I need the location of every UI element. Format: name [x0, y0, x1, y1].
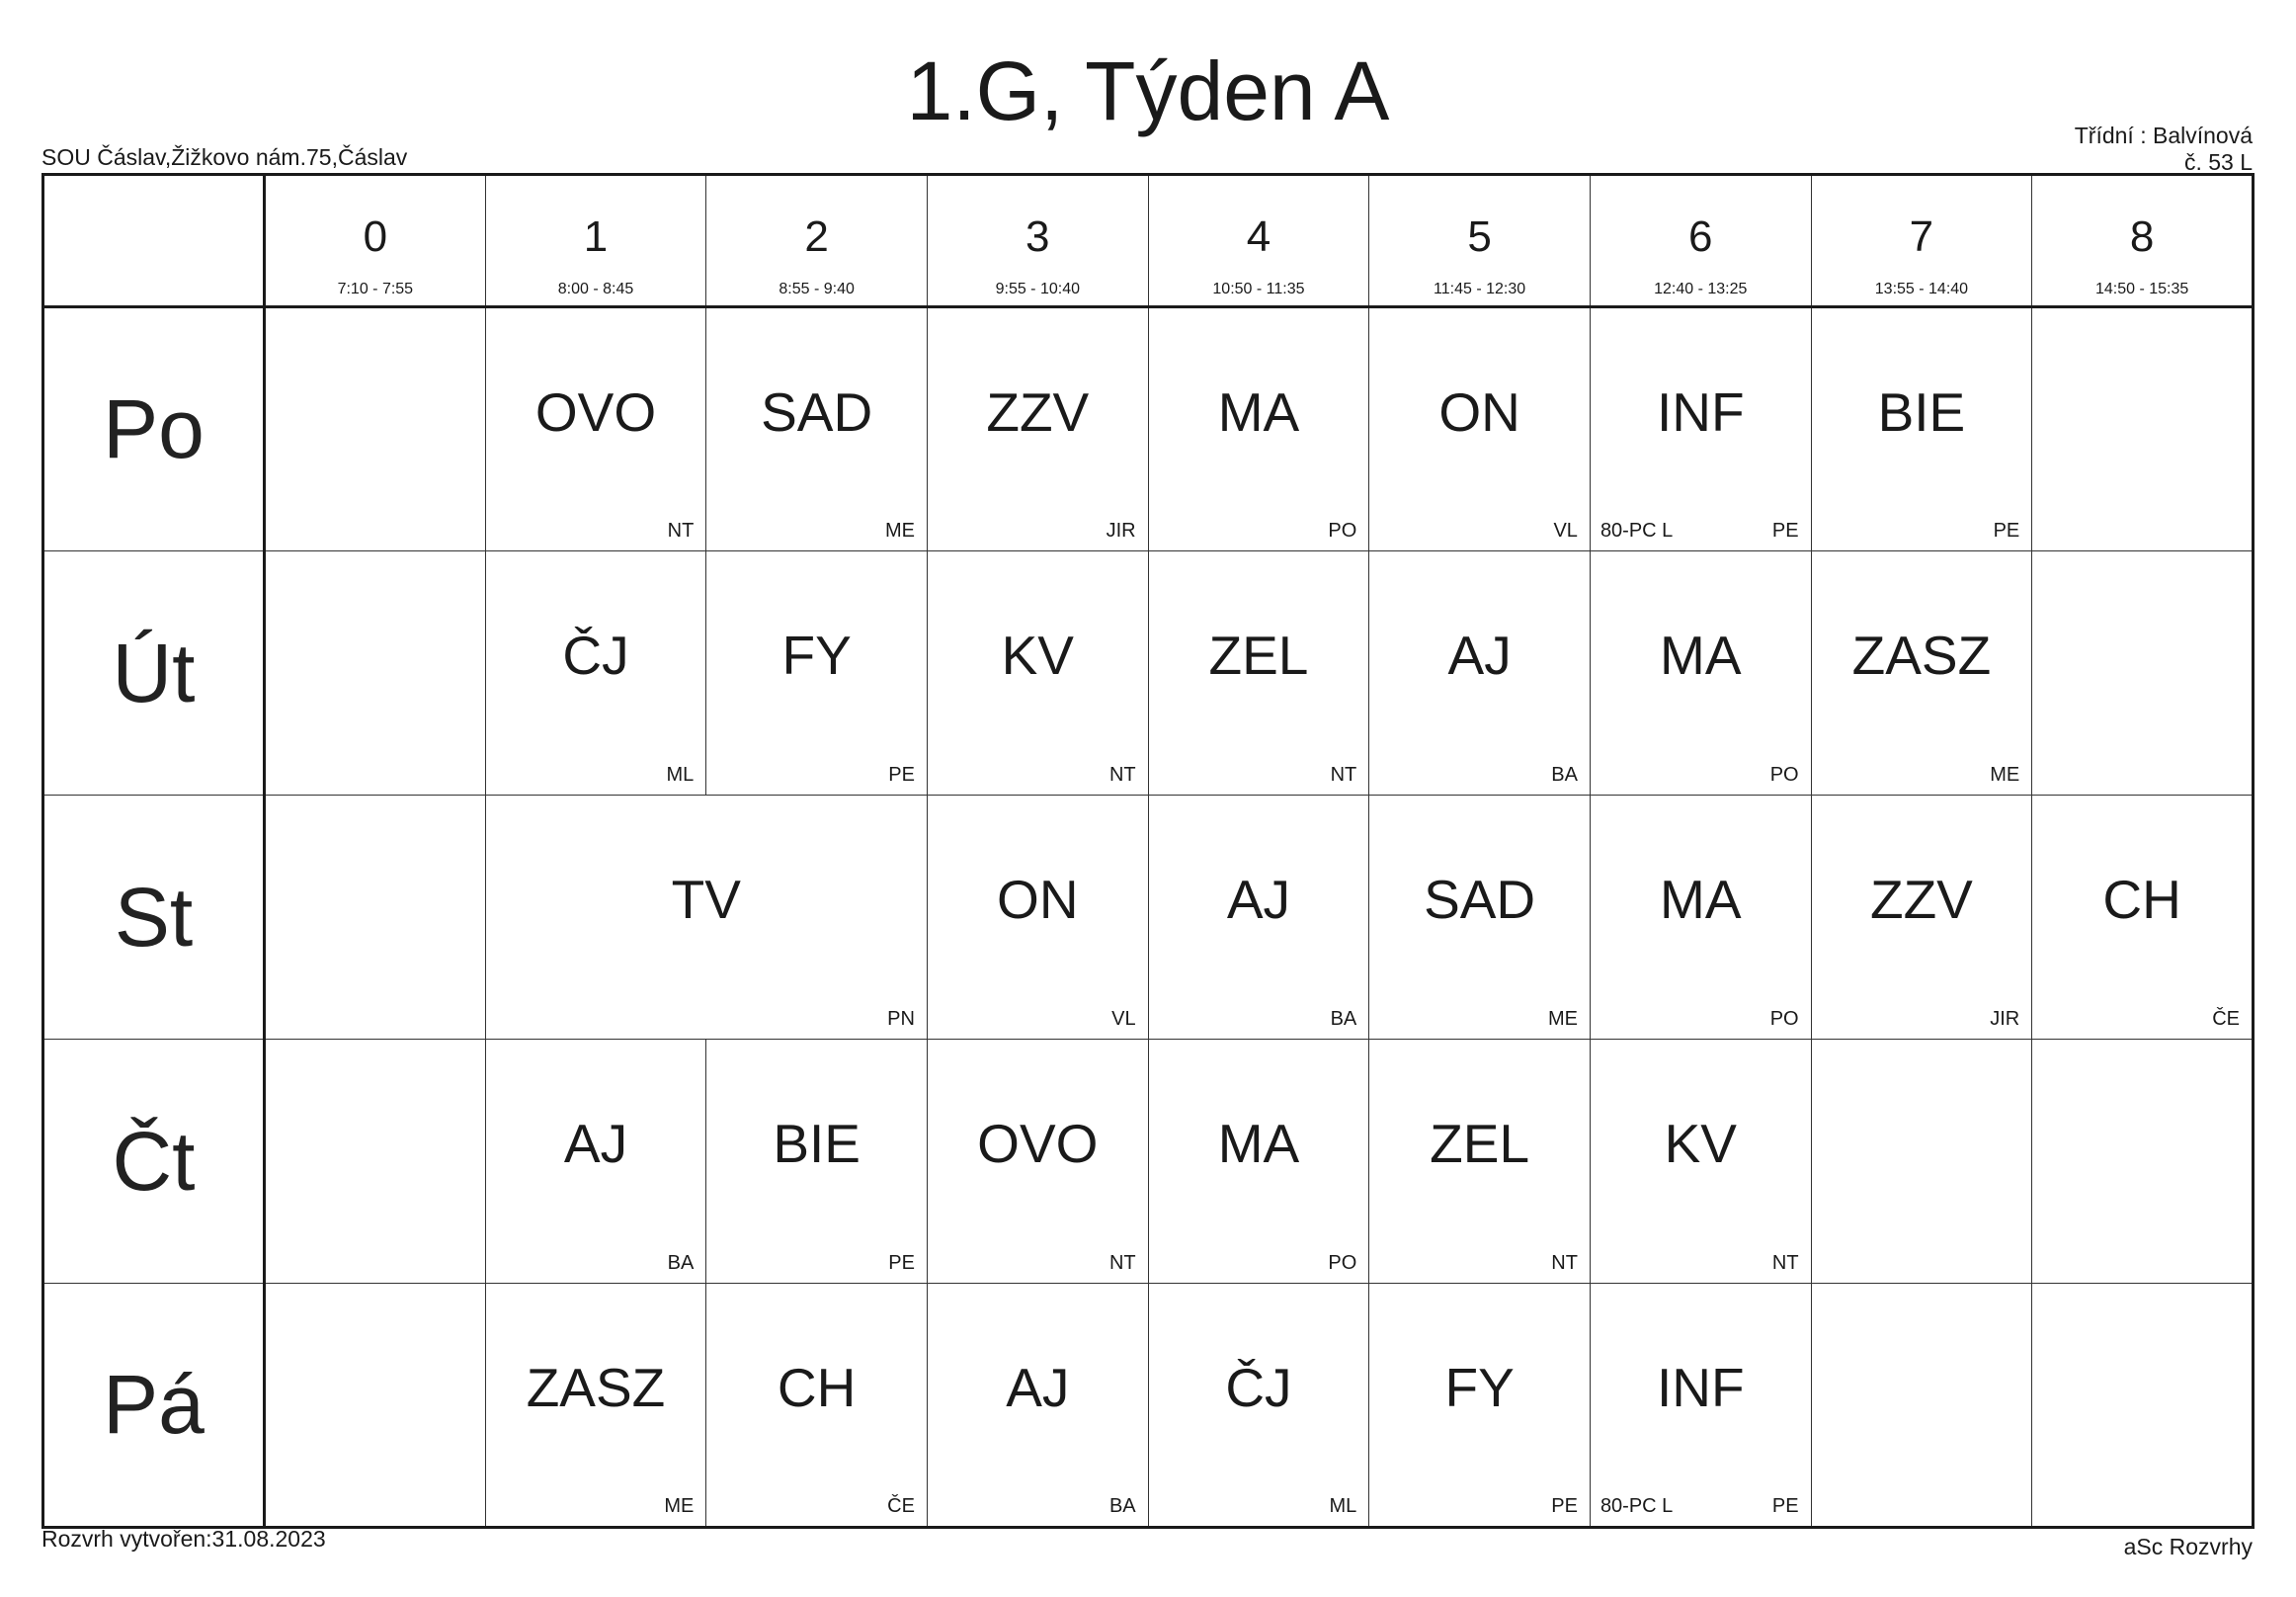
lesson-cell — [1148, 796, 1369, 1040]
day-row — [43, 551, 2254, 796]
lesson-subject: AJ — [1447, 625, 1512, 686]
lesson-subject: ZEL — [1430, 1113, 1530, 1174]
lesson-subject: MA — [1217, 381, 1300, 443]
period-time: 9:55 - 10:40 — [995, 281, 1080, 297]
lesson-subject: AJ — [1226, 869, 1291, 930]
period-number: 5 — [1467, 212, 1492, 261]
lesson-subject: MA — [1660, 625, 1742, 686]
created-date: Rozvrh vytvořen:31.08.2023 — [41, 1526, 326, 1552]
empty-cell — [265, 307, 486, 551]
lesson-cell — [1590, 1040, 1811, 1284]
period-number: 0 — [363, 212, 388, 261]
lesson-teacher: ME — [1547, 1008, 1578, 1030]
lesson-cell — [1590, 551, 1811, 796]
day-label-cell — [43, 1284, 265, 1528]
period-time: 7:10 - 7:55 — [337, 281, 414, 297]
lesson-subject: KV — [1001, 625, 1074, 686]
lesson-subject: SAD — [761, 381, 873, 443]
period-time: 8:55 - 9:40 — [779, 281, 855, 297]
lesson-subject: ČJ — [1225, 1357, 1292, 1418]
period-time: 8:00 - 8:45 — [557, 281, 634, 297]
lesson-subject: MA — [1660, 869, 1742, 930]
lesson-teacher: BA — [1330, 1008, 1357, 1030]
lesson-teacher: PN — [887, 1008, 915, 1030]
lesson-teacher: PO — [1769, 1008, 1799, 1030]
lesson-subject: BIE — [1877, 381, 1966, 443]
day-name: Pá — [103, 1358, 205, 1451]
lesson-subject: CH — [2102, 869, 2181, 930]
lesson-teacher: VL — [1553, 520, 1578, 542]
lesson-teacher: NT — [1771, 1252, 1799, 1274]
lesson-cell — [485, 551, 706, 796]
lesson-cell — [1811, 551, 2032, 796]
period-header-7 — [1811, 175, 2032, 307]
lesson-teacher: PE — [1771, 520, 1799, 542]
lesson-teacher: BA — [667, 1252, 695, 1274]
period-header-8 — [2032, 175, 2254, 307]
period-header-5 — [1369, 175, 1591, 307]
home-room: č. 53 L — [2183, 149, 2253, 175]
period-time: 10:50 - 11:35 — [1212, 281, 1305, 297]
lesson-teacher: NT — [1108, 1252, 1136, 1274]
lesson-teacher: PE — [888, 1252, 915, 1274]
day-name: Po — [103, 382, 205, 475]
lesson-cell — [485, 1040, 706, 1284]
lesson-teacher: BA — [1108, 1495, 1136, 1517]
lesson-cell — [927, 551, 1148, 796]
lesson-teacher: PO — [1769, 764, 1799, 786]
lesson-room: 80-PC L — [1599, 1495, 1674, 1517]
lesson-cell — [1369, 796, 1591, 1040]
day-name: Čt — [112, 1114, 196, 1208]
day-name: St — [114, 870, 194, 964]
period-header-0 — [265, 175, 486, 307]
period-header-2 — [706, 175, 928, 307]
lesson-teacher: NT — [667, 520, 695, 542]
lesson-cell — [927, 1040, 1148, 1284]
lesson-cell — [1811, 796, 2032, 1040]
lesson-teacher: ME — [884, 520, 915, 542]
empty-cell — [2032, 307, 2254, 551]
period-time: 13:55 - 14:40 — [1874, 281, 1969, 297]
lesson-subject: KV — [1664, 1113, 1737, 1174]
lesson-cell — [1148, 1040, 1369, 1284]
lesson-cell — [485, 307, 706, 551]
lesson-teacher: VL — [1111, 1008, 1136, 1030]
period-number: 8 — [2129, 212, 2155, 261]
lesson-cell — [927, 796, 1148, 1040]
lesson-subject: ZZV — [1869, 869, 1973, 930]
lesson-teacher: PE — [1993, 520, 2020, 542]
day-row — [43, 307, 2254, 551]
timetable — [41, 173, 2255, 1529]
lesson-cell — [706, 551, 928, 796]
lesson-teacher: PO — [1328, 1252, 1357, 1274]
lesson-cell — [706, 307, 928, 551]
day-row — [43, 796, 2254, 1040]
lesson-teacher: PO — [1328, 520, 1357, 542]
lesson-cell — [1148, 551, 1369, 796]
lesson-subject: FY — [781, 625, 852, 686]
day-label-cell — [43, 307, 265, 551]
lesson-teacher: PE — [1771, 1495, 1799, 1517]
lesson-teacher: NT — [1551, 1252, 1578, 1274]
lesson-cell — [1148, 307, 1369, 551]
period-number: 7 — [1909, 212, 1934, 261]
day-row — [43, 1040, 2254, 1284]
lesson-cell — [706, 1284, 928, 1528]
day-label-cell — [43, 1040, 265, 1284]
lesson-subject: TV — [671, 869, 741, 930]
day-label-cell — [43, 551, 265, 796]
period-number: 3 — [1025, 212, 1050, 261]
period-time: 11:45 - 12:30 — [1434, 281, 1526, 297]
period-number: 4 — [1246, 212, 1271, 261]
lesson-cell — [485, 1284, 706, 1528]
lesson-subject: OVO — [977, 1113, 1099, 1174]
empty-cell — [265, 1284, 486, 1528]
lesson-subject: INF — [1656, 381, 1745, 443]
lesson-subject: MA — [1217, 1113, 1300, 1174]
lesson-teacher: PE — [1551, 1495, 1578, 1517]
empty-cell — [265, 796, 486, 1040]
empty-cell — [265, 1040, 486, 1284]
empty-cell — [2032, 1040, 2254, 1284]
header-corner-cell — [43, 175, 265, 307]
lesson-cell — [1369, 1284, 1591, 1528]
period-time: 14:50 - 15:35 — [2094, 281, 2189, 297]
lesson-cell — [1811, 307, 2032, 551]
lesson-subject: BIE — [773, 1113, 861, 1174]
lesson-subject: AJ — [1006, 1357, 1070, 1418]
lesson-cell — [1369, 551, 1591, 796]
lesson-teacher: NT — [1330, 764, 1357, 786]
lesson-subject: ZASZ — [526, 1357, 666, 1418]
lesson-cell — [927, 1284, 1148, 1528]
class-info — [2075, 123, 2253, 176]
empty-cell — [2032, 551, 2254, 796]
lesson-teacher: ME — [1990, 764, 2020, 786]
day-name: Út — [112, 626, 196, 719]
lesson-teacher: ČE — [2212, 1008, 2240, 1030]
period-header-1 — [485, 175, 706, 307]
lesson-subject: CH — [777, 1357, 857, 1418]
lesson-cell — [1148, 1284, 1369, 1528]
software-credit: aSc Rozvrhy — [2123, 1534, 2253, 1559]
lesson-teacher: ČE — [887, 1495, 915, 1517]
lesson-teacher: ML — [666, 764, 695, 786]
lesson-subject: ON — [1438, 381, 1520, 443]
lesson-cell — [1590, 307, 1811, 551]
empty-cell — [1811, 1284, 2032, 1528]
school-address: SOU Čáslav,Žižkovo nám.75,Čáslav — [41, 144, 408, 170]
period-number: 2 — [804, 212, 829, 261]
period-header-4 — [1148, 175, 1369, 307]
lesson-teacher: BA — [1551, 764, 1578, 786]
period-time: 12:40 - 13:25 — [1654, 281, 1748, 297]
lesson-cell — [2032, 796, 2254, 1040]
period-header-3 — [927, 175, 1148, 307]
lesson-cell — [485, 796, 927, 1040]
lesson-cell — [1590, 796, 1811, 1040]
class-teacher: Třídní : Balvínová — [2074, 123, 2253, 148]
lesson-teacher: ML — [1329, 1495, 1357, 1517]
day-row — [43, 1284, 2254, 1528]
lesson-subject: SAD — [1424, 869, 1536, 930]
lesson-subject: ZEL — [1208, 625, 1309, 686]
lesson-subject: ČJ — [562, 625, 629, 686]
lesson-teacher: ME — [664, 1495, 695, 1517]
lesson-subject: OVO — [534, 381, 657, 443]
lesson-teacher: JIR — [1990, 1008, 2020, 1030]
day-label-cell — [43, 796, 265, 1040]
empty-cell — [265, 551, 486, 796]
period-number: 1 — [583, 212, 609, 261]
lesson-teacher: PE — [888, 764, 915, 786]
lesson-subject: ZASZ — [1851, 625, 1992, 686]
lesson-room: 80-PC L — [1599, 520, 1674, 542]
period-number: 6 — [1688, 212, 1713, 261]
page-title: 1.G, Týden A — [906, 44, 1390, 137]
lesson-cell — [706, 1040, 928, 1284]
lesson-teacher: JIR — [1106, 520, 1136, 542]
lesson-subject: AJ — [563, 1113, 628, 1174]
lesson-cell — [1590, 1284, 1811, 1528]
period-header-row — [43, 175, 2254, 307]
empty-cell — [2032, 1284, 2254, 1528]
lesson-teacher: NT — [1108, 764, 1136, 786]
lesson-cell — [927, 307, 1148, 551]
lesson-subject: INF — [1656, 1357, 1745, 1418]
lesson-subject: ON — [997, 869, 1079, 930]
lesson-subject: ZZV — [986, 381, 1090, 443]
lesson-cell — [1369, 1040, 1591, 1284]
period-header-6 — [1590, 175, 1811, 307]
empty-cell — [1811, 1040, 2032, 1284]
lesson-subject: FY — [1444, 1357, 1515, 1418]
lesson-cell — [1369, 307, 1591, 551]
